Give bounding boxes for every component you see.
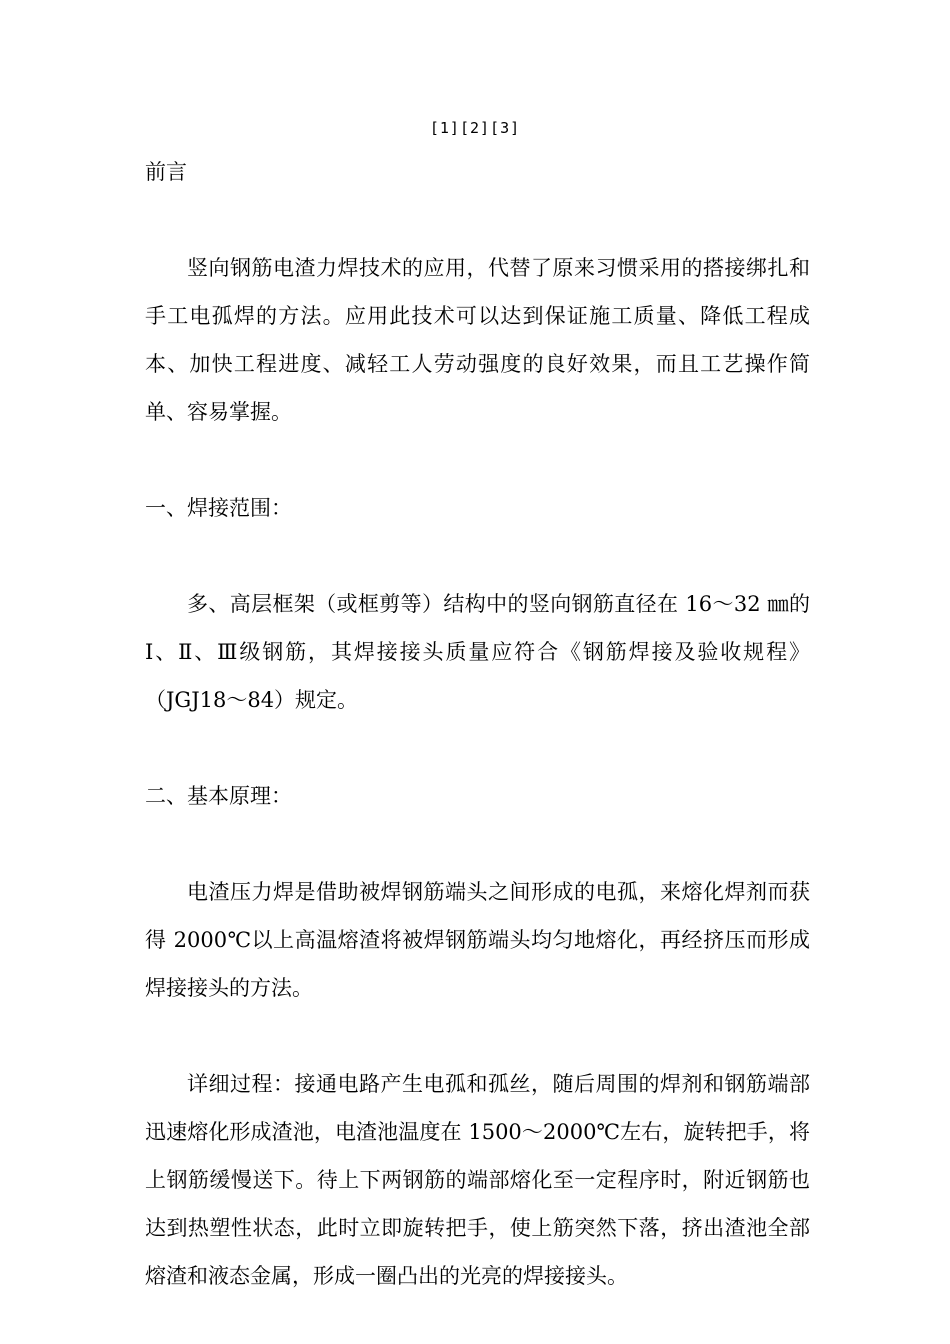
paragraph-process: 详细过程：接通电路产生电孤和孤丝，随后周围的焊剂和钢筋端部迅速熔化形成渣池，电渣池温度在 1500～2000℃左右，旋转把手，将上钢筋缓慢送下。待上下两钢筋的端部熔化至一定程序时，附近钢筋也达到热塑性状态，此时立即旋转把手，使上筋突然下落，挤出渣池全部熔渣和液态金属，形成一圈凸出的光亮的焊接接头。 [145,1072,810,1288]
section-heading-principle: 二、基本原理： [145,784,292,808]
paragraph-intro: 竖向钢筋电渣力焊技术的应用，代替了原来习惯采用的搭接绑扎和手工电孤焊的方法。应用此技术可以达到保证施工质量、降低工程成本、加快工程进度、减轻工人劳动强度的良好效果，而且工艺操作简单、容易掌握。 [145,256,810,424]
spacer [145,1012,810,1060]
spacer [145,436,810,484]
reference-markers: [1][2][3] [429,119,521,137]
document-body [145,148,810,1300]
spacer [145,196,810,244]
paragraph-principle: 电渣压力焊是借助被焊钢筋端头之间形成的电孤，来熔化焊剂而获得 2000℃以上高温熔渣将被焊钢筋端头均匀地熔化，再经挤压而形成焊接接头的方法。 [145,880,810,1000]
section-heading-scope: 一、焊接范围： [145,496,292,520]
spacer [145,532,810,580]
spacer [145,724,810,772]
paragraph-scope: 多、高层框架（或框剪等）结构中的竖向钢筋直径在 16～32 ㎜的Ⅰ、Ⅱ、Ⅲ级钢筋，其焊接接头质量应符合《钢筋焊接及验收规程》（JGJ18～84）规定。 [145,592,810,712]
spacer [145,820,810,868]
preface-heading: 前言 [145,160,187,184]
